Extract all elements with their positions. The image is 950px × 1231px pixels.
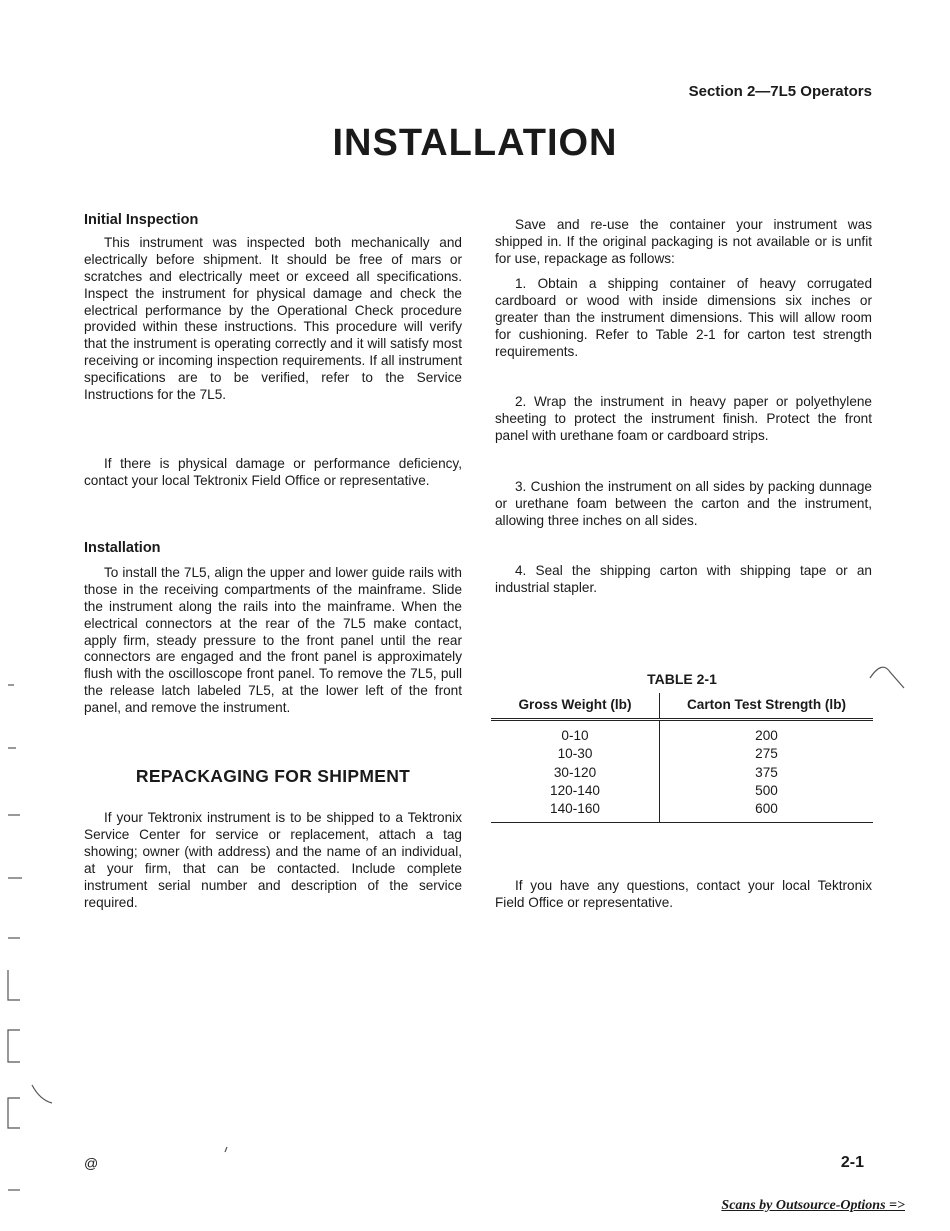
initial-inspection-heading: Initial Inspection — [84, 212, 199, 228]
step-1: 1. Obtain a shipping container of heavy corrugated cardboard or wood with inside dimensions six inches or greater than the instrument dimensions. This will allow room for cushioning. Refer to Table 2-1 for carton test strength requirements. — [495, 276, 872, 359]
table-title: TABLE 2-1 — [647, 671, 717, 687]
scan-credit: Scans by Outsource-Options => — [721, 1198, 905, 1213]
packing-intro: Save and re-use the container your instrument was shipped in. If the original packaging is not available or is unfit for use, repackage as follows: — [495, 217, 872, 266]
gross-weight-cell: 0-10 — [491, 720, 660, 746]
gross-weight-cell: 120-140 — [491, 782, 660, 800]
closing-paragraph: If you have any questions, contact your local Tektronix Field Office or representative. — [495, 878, 872, 910]
page-title: INSTALLATION — [332, 122, 618, 164]
gross-weight-cell: 30-120 — [491, 764, 660, 782]
section-header: Section 2—7L5 Operators — [688, 83, 872, 100]
strength-cell: 500 — [755, 782, 778, 798]
column-header-gross-weight: Gross Weight (lb) — [491, 693, 660, 720]
step-2: 2. Wrap the instrument in heavy paper or polyethylene sheeting to protect the instrument finish. Protect the front panel with urethane foam or cardboard strips. — [495, 394, 872, 443]
initial-inspection-paragraph: This instrument was inspected both mechanically and electrically before shipment. It should be free of mars or scratches and electrically meet or exceed all specifications. Inspect the instrument for physical damage and check the electrical performance by the Operational Check procedure provided within these instructions. This procedure will verify that the instrument is operating correctly and it will satisfy most receiving or incoming inspection requirements. If all instrument specifications are to be verified, refer to the Service Instructions for the 7L5. — [84, 234, 462, 403]
strength-cell: 375 — [755, 764, 778, 780]
strength-cell: 200 — [755, 728, 778, 743]
installation-heading: Installation — [84, 540, 161, 556]
step-3: 3. Cushion the instrument on all sides by packing dunnage or urethane foam between the carton and the instrument, allowing three inches on all sides. — [495, 479, 872, 528]
strength-cell: 600 — [660, 800, 874, 823]
page-number: 2-1 — [840, 1154, 864, 1171]
column-header-carton-strength: Carton Test Strength (lb) — [660, 693, 874, 720]
gross-weight-cell: 140-160 — [491, 800, 660, 823]
gross-weight-cell: 10-30 — [491, 745, 660, 763]
step-4: 4. Seal the shipping carton with shipping tape or an industrial stapler. — [495, 563, 872, 595]
installation-paragraph: To install the 7L5, align the upper and lower guide rails with those in the receiving compartments of the mainframe. Slide the instrument along the rails into the mainframe. When the electrical connectors at the rear of the 7L5 make contact, apply firm, steady pressure to the front panel until the rear connectors are engaged and the front panel is approximately flush with the oscilloscope front panel. To remove the 7L5, pull the release latch labeled 7L5, at the lower left of the front panel, and remove the instrument. — [84, 564, 462, 716]
strength-cell: 275 — [755, 746, 778, 762]
footer-mark: @ — [84, 1155, 99, 1171]
damage-paragraph: If there is physical damage or performance deficiency, contact your local Tektronix Field Office or representative. — [84, 456, 462, 488]
repackaging-paragraph: If your Tektronix instrument is to be shipped to a Tektronix Service Center for service or replacement, attach a tag showing; owner (with address) and the name of an individual, at your firm, that can be contacted. Include complete instrument serial number and description of the service required. — [84, 810, 462, 910]
repackaging-heading: REPACKAGING FOR SHIPMENT — [135, 766, 411, 786]
